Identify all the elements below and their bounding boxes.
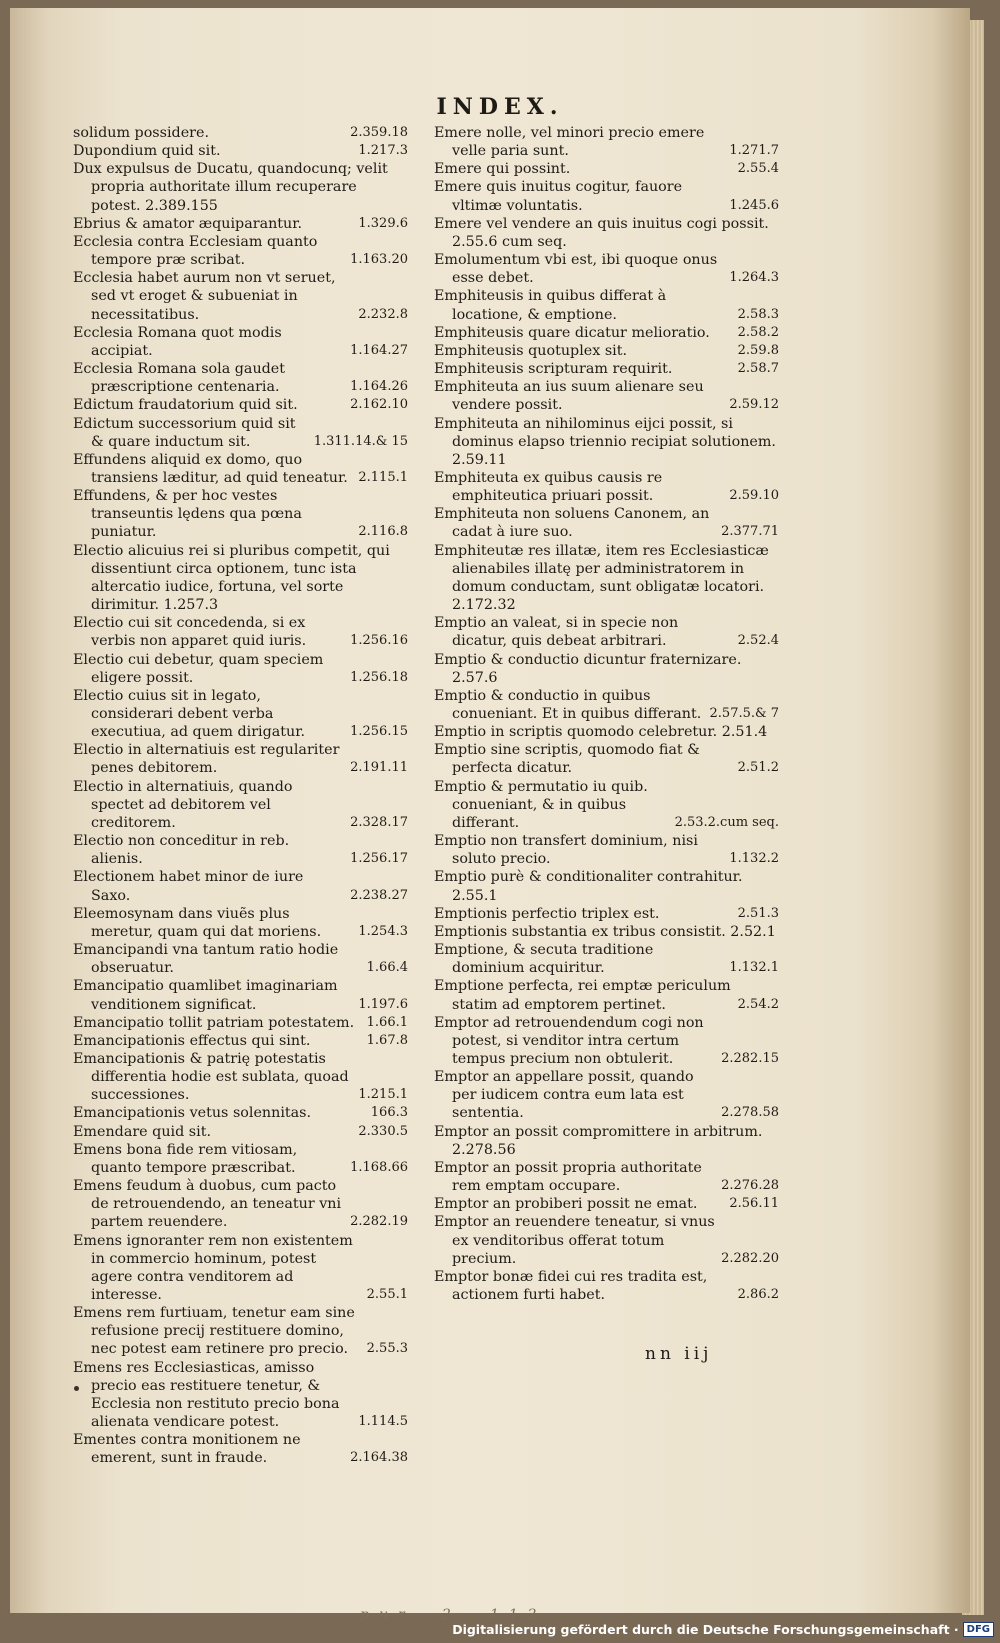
entry-text: solidum possidere. — [73, 125, 210, 141]
index-entry — [73, 868, 408, 904]
entry-text: Ecclesia Romana quot modis accipiat. — [73, 324, 282, 359]
entry-text: Ecclesia contra Ecclesiam quanto tempore præ scribat. — [73, 233, 318, 269]
entry-reference: 1.215.1 — [358, 1087, 408, 1103]
index-entry — [73, 687, 408, 741]
entry-text: Emens ignoranter rem non existentem in commercio hominum, potest agere contra venditorem ad interesse. — [73, 1232, 353, 1303]
entry-reference: 2.59.10 — [729, 488, 779, 504]
entry-reference: 1.164.26 — [350, 379, 408, 395]
entry-text: Emptio in scriptis quomodo celebretur. 2.51.4 — [434, 724, 768, 741]
entry-text: Ementes contra monitionem ne emerent, sunt in fraude. — [73, 1432, 301, 1467]
entry-reference: 2.191.11 — [350, 760, 408, 776]
entry-reference: 2.54.2 — [737, 996, 779, 1012]
index-entry — [434, 378, 779, 414]
index-entry — [73, 233, 408, 269]
index-entry — [434, 1123, 779, 1159]
entry-reference: 1.66.1 — [366, 1014, 408, 1030]
index-entry — [73, 614, 408, 650]
entry-text: Ebrius & amator æquiparantur. — [73, 215, 303, 232]
entry-reference: 1.256.16 — [350, 633, 408, 649]
entry-text: Emptor bonæ fidei cui res tradita est, actionem furti habet. — [434, 1268, 708, 1303]
entry-reference: 2.58.3 — [737, 306, 779, 322]
index-entry — [434, 1268, 779, 1304]
entry-text: Emptio an valeat, si in specie non dicatur, quis debeat arbitrari. — [434, 615, 679, 650]
entry-reference: 2.282.15 — [721, 1050, 779, 1066]
credit-text: Digitalisierung gefördert durch die Deutsche Forschungsgemeinschaft · — [452, 1621, 959, 1637]
entry-reference: 1.271.7 — [729, 143, 779, 159]
index-entry — [434, 124, 779, 160]
entry-text: Emancipandi vna tantum ratio hodie obseruatur. — [73, 942, 339, 977]
entry-reference: 2.330.5 — [358, 1123, 408, 1139]
entry-text: Emptor an possit compromittere in arbitrum. 2.278.56 — [434, 1123, 763, 1158]
index-entry — [434, 342, 779, 360]
index-entry — [434, 1014, 779, 1068]
entry-reference: 1.256.18 — [350, 669, 408, 685]
entry-reference: 1.245.6 — [729, 197, 779, 213]
entry-text: Emere vel vendere an quis inuitus cogi possit. 2.55.6 cum seq. — [434, 215, 769, 250]
entry-text: Effundens, & per hoc vestes transeuntis lędens qua pœna puniatur. — [73, 488, 302, 541]
entry-text: Emens rem furtiuam, tenetur eam sine refusione precij restituere domino, nec potest eam retinere pro precio. — [73, 1305, 355, 1358]
dfg-logo: DFG — [963, 1622, 994, 1637]
index-entry — [434, 868, 779, 904]
entry-reference: 2.164.38 — [350, 1450, 408, 1466]
index-entry — [434, 941, 779, 977]
index-entry — [73, 451, 408, 487]
index-entry — [73, 1104, 408, 1122]
entry-reference: 1.132.1 — [729, 960, 779, 976]
index-entry — [73, 778, 408, 832]
entry-reference: 1.256.17 — [350, 851, 408, 867]
index-entry — [434, 215, 779, 251]
index-entry — [73, 1014, 408, 1032]
entry-text: Emptio purè & conditionaliter contrahitur. 2.55.1 — [434, 869, 743, 904]
entry-text: Electio cui sit concedenda, si ex verbis non apparet quid iuris. — [73, 615, 307, 650]
index-entry — [73, 1123, 408, 1141]
index-entry — [73, 1359, 408, 1432]
entry-text: Emptor an appellare possit, quando per iudicem contra eum lata est sententia. — [434, 1069, 694, 1122]
entry-reference: 2.116.8 — [358, 524, 408, 540]
entry-text: Emptio sine scriptis, quomodo fiat & perfecta dicatur. — [434, 742, 700, 777]
entry-text: Emptio & conductio in quibus conueniant. Et in quibus differant. — [434, 687, 702, 722]
index-entry — [73, 1141, 408, 1177]
signature-mark: nn iij — [645, 1344, 713, 1364]
entry-text: Emphiteuta non soluens Canonem, an cadat à iure suo. — [434, 506, 710, 541]
entry-text: Electio in alternatiuis est regulariter penes debitorem. — [73, 742, 340, 777]
index-entry — [73, 396, 408, 414]
index-entry — [73, 324, 408, 360]
entry-reference: 2.58.7 — [737, 361, 779, 377]
index-entry — [434, 415, 779, 469]
index-entry — [73, 124, 408, 142]
entry-reference: 2.278.58 — [721, 1105, 779, 1121]
entry-text: Emptionis substantia ex tribus consistit. 2.52.1 — [434, 923, 776, 940]
index-entry — [434, 778, 779, 832]
entry-reference: 1.197.6 — [358, 996, 408, 1012]
entry-reference: 2.377.71 — [721, 524, 779, 540]
entry-reference: 2.58.2 — [737, 324, 779, 340]
index-entry — [434, 832, 779, 868]
entry-text: Emphiteusis scripturam requirit. — [434, 361, 673, 378]
index-entry — [434, 923, 779, 941]
entry-text: Dupondium quid sit. — [73, 143, 221, 160]
index-entry — [434, 614, 779, 650]
entry-text: Emphiteuta an nihilominus eijci possit, si dominus elapso triennio recipiat solutionem. 2.59.11 — [434, 415, 776, 468]
index-entry — [434, 687, 779, 723]
entry-text: Electionem habet minor de iure Saxo. — [73, 869, 304, 904]
entry-reference: 1.132.2 — [729, 851, 779, 867]
index-entry — [73, 142, 408, 160]
entry-reference: 1.256.15 — [350, 724, 408, 740]
entry-text: Effundens aliquid ex domo, quo transiens læditur, ad quid teneatur. — [73, 451, 348, 486]
index-entry — [73, 269, 408, 323]
entry-text: Emptio & permutatio iu quib. conueniant, & in quibus differant. — [434, 778, 648, 831]
entry-reference: 2.232.8 — [358, 306, 408, 322]
entry-text: Emptor an reuendere teneatur, si vnus ex venditoribus offerat totum precium. — [434, 1214, 715, 1267]
index-entry — [73, 832, 408, 868]
entry-reference: 1.164.27 — [350, 342, 408, 358]
index-entry — [73, 415, 408, 451]
index-entry — [434, 287, 779, 323]
entry-text: Emptor an possit propria authoritate rem emptam occupare. — [434, 1159, 702, 1195]
entry-text: Emere quis inuitus cogitur, fauore vltimæ voluntatis. — [434, 179, 683, 214]
entry-text: Emptionis perfectio triplex est. — [434, 905, 660, 922]
entry-text: Emolumentum vbi est, ibi quoque onus esse debet. — [434, 252, 718, 287]
entry-text: Emptio & conductio dicuntur fraternizare. 2.57.6 — [434, 651, 742, 686]
entry-reference: 1.311.14.& 15 — [313, 433, 408, 449]
index-entry — [73, 905, 408, 941]
index-entry — [434, 741, 779, 777]
index-entry — [73, 1232, 408, 1305]
index-column-left — [73, 124, 408, 1468]
index-entry — [434, 1213, 779, 1267]
entry-reference: 2.86.2 — [737, 1287, 779, 1302]
ink-dot — [74, 1386, 79, 1391]
entry-reference: 2.276.28 — [721, 1178, 779, 1194]
index-entry — [434, 723, 779, 741]
index-entry — [434, 651, 779, 687]
entry-text: Edictum fraudatorium quid sit. — [73, 397, 298, 414]
index-entry — [73, 160, 408, 214]
index-entry — [434, 251, 779, 287]
entry-text: Emptione perfecta, rei emptæ periculum statim ad emptorem pertinet. — [434, 978, 731, 1013]
index-entry — [434, 905, 779, 923]
index-entry — [434, 160, 779, 178]
index-entry — [73, 487, 408, 541]
entry-reference: 2.162.10 — [350, 397, 408, 413]
index-entry — [434, 1159, 779, 1195]
entry-text: Emancipationis effectus qui sint. — [73, 1032, 311, 1049]
index-entry — [434, 1195, 779, 1213]
entry-text: Electio non conceditur in reb. alienis. — [73, 833, 290, 868]
entry-text: Emptor ad retrouendendum cogi non potest, si venditor intra certum tempus precium non obtulerit. — [434, 1014, 704, 1067]
entry-text: Emptor an probiberi possit ne emat. — [434, 1196, 698, 1213]
entry-text: Emens bona fide rem vitiosam, quanto tempore præscribat. — [73, 1141, 298, 1176]
entry-text: Emancipatio quamlibet imaginariam venditionem significat. — [73, 978, 338, 1013]
index-entry — [73, 741, 408, 777]
index-entry — [73, 1032, 408, 1050]
entry-reference: 1.217.3 — [358, 143, 408, 159]
entry-reference: 2.59.8 — [737, 342, 779, 358]
entry-text: Emphiteutæ res illatæ, item res Ecclesiasticæ alienabiles illatę per administratorem in domum conductam, sunt obligatæ locatori. 2.172.32 — [434, 542, 769, 614]
entry-reference: 2.55.3 — [366, 1341, 408, 1357]
entry-reference: 2.56.11 — [729, 1196, 779, 1212]
entry-reference: 2.57.5.& 7 — [709, 706, 779, 721]
entry-text: Emens feudum à duobus, cum pacto de retrouendendo, an teneatur vni partem reuendere. — [73, 1178, 342, 1231]
index-entry — [434, 178, 779, 214]
index-entry — [434, 324, 779, 342]
entry-reference: 2.55.4 — [737, 161, 779, 177]
index-entry — [434, 505, 779, 541]
index-entry — [73, 215, 408, 233]
entry-text: Electio alicuius rei si pluribus competit, qui dissentiunt circa optionem, tunc ista altercatio iudice, fortuna, vel sorte dirimitur. 1.257.3 — [73, 542, 390, 614]
entry-text: Electio cui debetur, quam speciem eligere possit. — [73, 651, 324, 686]
index-entry — [73, 1304, 408, 1358]
entry-text: Emphiteusis in quibus differat à locatione, & emptione. — [434, 288, 667, 323]
entry-text: Eleemosynam dans viuẽs plus meretur, quam qui dat moriens. — [73, 905, 322, 940]
index-entry — [73, 542, 408, 615]
entry-text: Emptione, & secuta traditione dominium acquiritur. — [434, 942, 654, 977]
index-entry — [73, 1050, 408, 1104]
entry-reference: 2.359.18 — [350, 125, 408, 140]
entry-reference: 1.67.8 — [366, 1032, 408, 1048]
entry-text: Emere qui possint. — [434, 161, 571, 178]
index-entry — [434, 469, 779, 505]
index-entry — [73, 360, 408, 396]
entry-text: Ecclesia Romana sola gaudet præscriptione centenaria. — [73, 361, 286, 396]
index-column-right — [434, 124, 779, 1304]
index-entry — [73, 977, 408, 1013]
entry-reference: 1.254.3 — [358, 923, 408, 939]
entry-reference: 1.168.66 — [350, 1159, 408, 1175]
entry-reference: 2.55.1 — [366, 1287, 408, 1302]
index-entry — [434, 542, 779, 615]
entry-text: Emptio non transfert dominium, nisi soluto precio. — [434, 833, 698, 868]
entry-text: Emens res Ecclesiasticas, amisso precio eas restituere tenetur, & Ecclesia non restituto precio bona alienata vendicare potest. — [73, 1359, 340, 1431]
index-entry — [434, 360, 779, 378]
entry-text: Electio cuius sit in legato, considerari debent verba executiua, ad quem dirigatur. — [73, 687, 306, 741]
entry-reference: 2.238.27 — [350, 887, 408, 903]
entry-text: Emphiteuta ex quibus causis re emphiteutica priuari possit. — [434, 469, 663, 505]
index-entry — [73, 1431, 408, 1467]
entry-reference: 1.66.4 — [366, 960, 408, 976]
entry-reference: 1.163.20 — [350, 252, 408, 268]
entry-reference: 2.59.12 — [729, 397, 779, 413]
entry-text: Emancipatio tollit patriam potestatem. — [73, 1014, 355, 1031]
entry-text: Emere nolle, vel minori precio emere velle paria sunt. — [434, 125, 705, 160]
entry-reference: 2.115.1 — [358, 469, 408, 485]
entry-text: Ecclesia habet aurum non vt seruet, sed vt eroget & subueniat in necessitatibus. — [73, 270, 336, 323]
entry-reference: 1.329.6 — [358, 215, 408, 231]
entry-reference: 2.328.17 — [350, 814, 408, 830]
page-title: INDEX. — [436, 94, 564, 120]
entry-text: Emphiteusis quotuplex sit. — [434, 342, 628, 359]
entry-reference: 2.51.3 — [737, 905, 779, 921]
entry-text: Emphiteuta an ius suum alienare seu vendere possit. — [434, 379, 704, 414]
entry-text: Edictum successorium quid sit & quare inductum sit. — [73, 415, 296, 450]
entry-text: Emphiteusis quare dicatur melioratio. — [434, 324, 710, 341]
index-entry — [73, 1177, 408, 1231]
entry-text: Dux expulsus de Ducatu, quandocunq; velit propria authoritate illum recuperare potest. 2.389.155 — [73, 161, 388, 214]
index-entry — [73, 651, 408, 687]
entry-text: Emancipationis vetus solennitas. — [73, 1105, 312, 1122]
index-entry — [434, 1068, 779, 1122]
entry-reference: 2.51.2 — [737, 760, 779, 776]
entry-reference: 2.52.4 — [737, 633, 779, 649]
index-entry — [73, 941, 408, 977]
index-entry — [434, 977, 779, 1013]
entry-reference: 1.114.5 — [358, 1414, 408, 1430]
entry-text: Emancipationis & patrię potestatis differentia hodie est sublata, quoad successiones. — [73, 1050, 349, 1104]
entry-reference: 2.53.2.cum seq. — [674, 814, 779, 830]
digitization-credit — [452, 1619, 994, 1639]
entry-reference: 2.282.19 — [350, 1214, 408, 1230]
entry-reference: 2.282.20 — [721, 1250, 779, 1266]
entry-reference: 166.3 — [370, 1105, 408, 1121]
entry-reference: 1.264.3 — [729, 270, 779, 286]
entry-text: Electio in alternatiuis, quando spectet ad debitorem vel creditorem. — [73, 778, 293, 831]
pencil-note: pur. 2. 112. — [360, 1607, 562, 1623]
entry-text: Emendare quid sit. — [73, 1123, 212, 1140]
